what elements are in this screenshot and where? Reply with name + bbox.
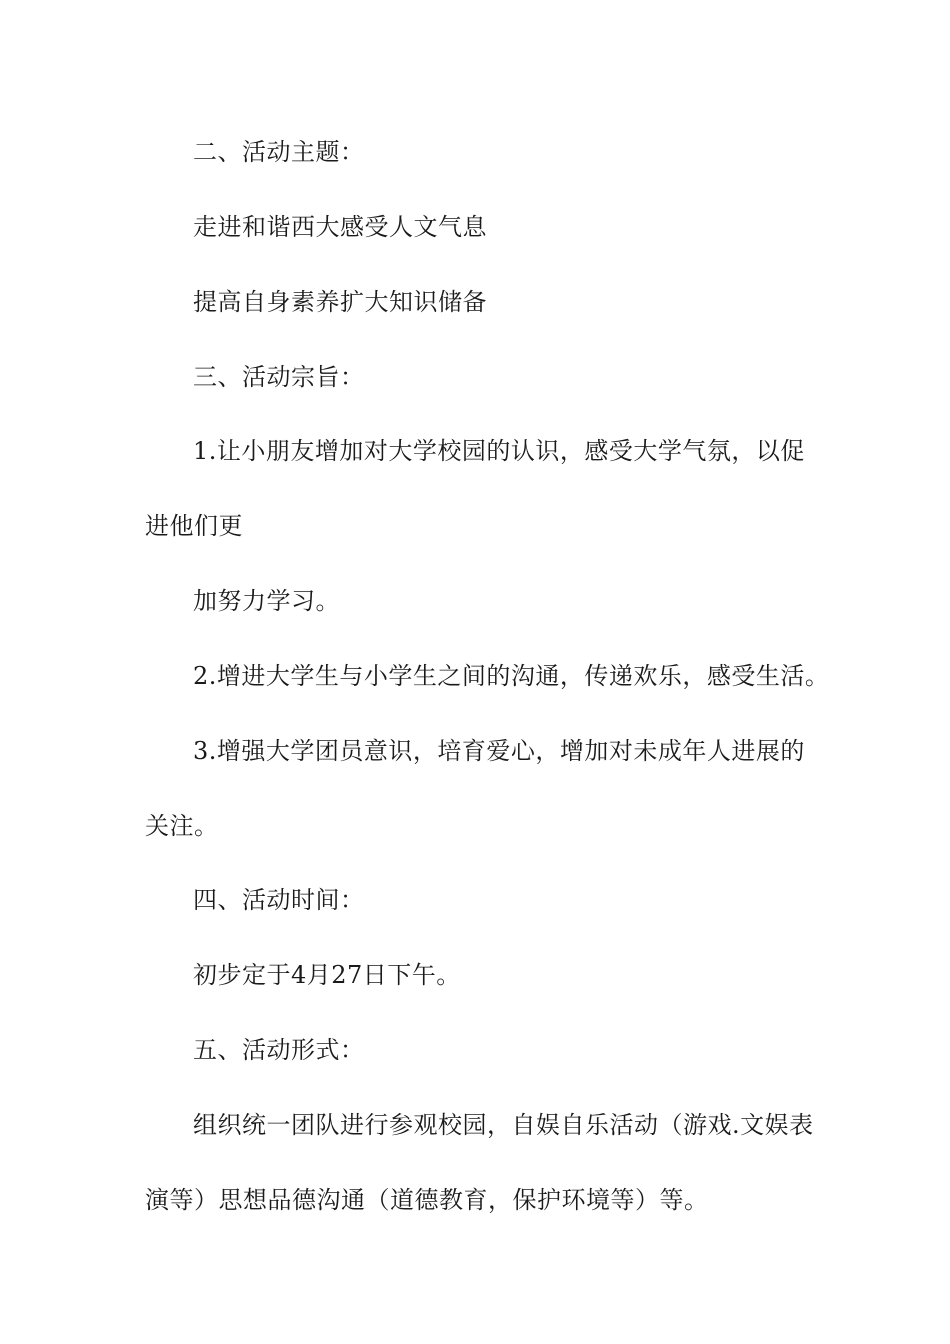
section-heading-purpose: 三、活动宗旨：: [193, 363, 365, 391]
time-text: 初步定于4月27日下午。: [193, 961, 461, 989]
purpose-item-1-line-3: 加努力学习。: [193, 587, 340, 615]
theme-line-2: 提高自身素养扩大知识储备: [193, 288, 487, 316]
purpose-item-1-line-2: 进他们更: [145, 512, 243, 540]
purpose-item-1-line-1: 1.让小朋友增加对大学校园的认识，感受大学气氛，以促: [193, 437, 805, 465]
section-heading-theme: 二、活动主题：: [193, 138, 365, 166]
theme-line-1: 走进和谐西大感受人文气息: [193, 213, 487, 241]
purpose-item-2: 2.增进大学生与小学生之间的沟通，传递欢乐，感受生活。: [193, 662, 830, 690]
format-text-line-2: 演等）思想品德沟通（道德教育，保护环境等）等。: [145, 1186, 709, 1214]
format-text-line-1: 组织统一团队进行参观校园，自娱自乐活动（游戏.文娱表: [193, 1111, 814, 1139]
section-heading-format: 五、活动形式：: [193, 1036, 365, 1064]
section-heading-time: 四、活动时间：: [193, 886, 365, 914]
purpose-item-3-line-2: 关注。: [145, 812, 219, 840]
purpose-item-3-line-1: 3.增强大学团员意识，培育爱心，增加对未成年人进展的: [193, 737, 805, 765]
